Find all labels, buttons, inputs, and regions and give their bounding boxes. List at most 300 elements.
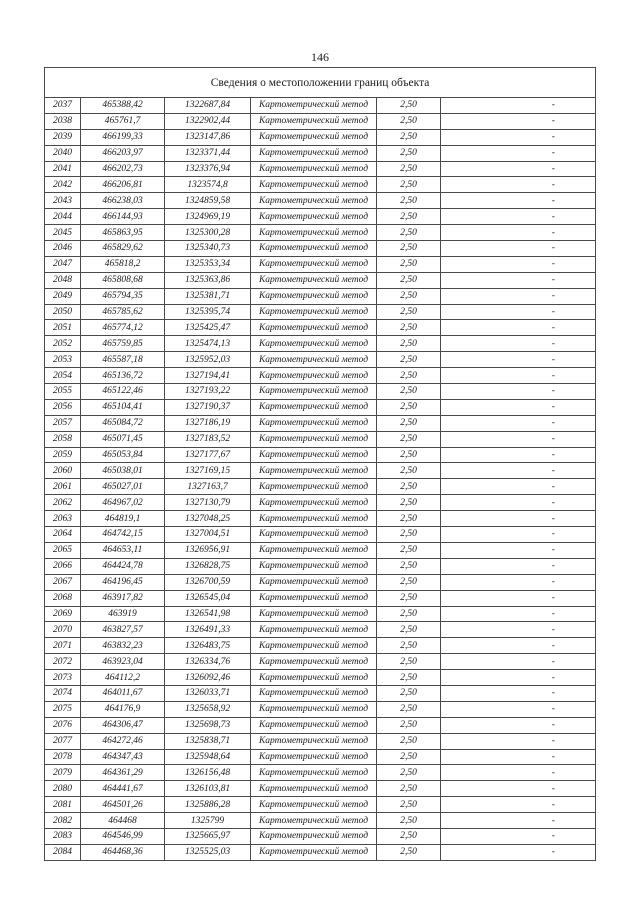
empty-cell [441, 606, 512, 622]
empty-cell [441, 749, 512, 765]
method-cell: Картометрический метод [251, 129, 377, 145]
method-cell: Картометрический метод [251, 622, 377, 638]
method-cell: Картометрический метод [251, 193, 377, 209]
empty-cell [441, 336, 512, 352]
point-number-cell: 2050 [45, 304, 81, 320]
table-row [45, 606, 596, 622]
extra-cell: - [512, 813, 596, 829]
point-number-cell: 2072 [45, 654, 81, 670]
extra-cell: - [512, 336, 596, 352]
coord-x-cell: 465038,01 [81, 463, 165, 479]
empty-cell [441, 415, 512, 431]
coord-x-cell: 465084,72 [81, 415, 165, 431]
point-number-cell: 2069 [45, 606, 81, 622]
table-row [45, 511, 596, 527]
method-cell: Картометрический метод [251, 241, 377, 257]
empty-cell [441, 574, 512, 590]
method-cell: Картометрический метод [251, 463, 377, 479]
point-number-cell: 2044 [45, 209, 81, 225]
empty-cell [441, 145, 512, 161]
coord-y-cell: 1326092,46 [165, 670, 251, 686]
point-number-cell: 2058 [45, 431, 81, 447]
coordinates-table [44, 67, 596, 861]
point-number-cell: 2073 [45, 670, 81, 686]
coord-y-cell: 1325425,47 [165, 320, 251, 336]
table-row [45, 797, 596, 813]
coord-x-cell: 465027,01 [81, 479, 165, 495]
method-cell: Картометрический метод [251, 384, 377, 400]
extra-cell: - [512, 288, 596, 304]
empty-cell [441, 256, 512, 272]
table-row [45, 844, 596, 860]
point-number-cell: 2047 [45, 256, 81, 272]
coord-x-cell: 464967,02 [81, 495, 165, 511]
method-cell: Картометрический метод [251, 447, 377, 463]
point-number-cell: 2057 [45, 415, 81, 431]
accuracy-cell: 2,50 [377, 574, 441, 590]
coord-y-cell: 1327177,67 [165, 447, 251, 463]
extra-cell: - [512, 304, 596, 320]
coord-y-cell: 1325658,92 [165, 701, 251, 717]
extra-cell: - [512, 574, 596, 590]
coord-y-cell: 1325799 [165, 813, 251, 829]
accuracy-cell: 2,50 [377, 320, 441, 336]
table-row [45, 415, 596, 431]
method-cell: Картометрический метод [251, 511, 377, 527]
extra-cell: - [512, 272, 596, 288]
method-cell: Картометрический метод [251, 701, 377, 717]
point-number-cell: 2037 [45, 98, 81, 114]
coord-x-cell: 464468,36 [81, 844, 165, 860]
extra-cell: - [512, 161, 596, 177]
table-row [45, 717, 596, 733]
accuracy-cell: 2,50 [377, 463, 441, 479]
method-cell: Картометрический метод [251, 415, 377, 431]
point-number-cell: 2042 [45, 177, 81, 193]
empty-cell [441, 511, 512, 527]
coord-y-cell: 1327169,15 [165, 463, 251, 479]
empty-cell [441, 113, 512, 129]
extra-cell: - [512, 622, 596, 638]
accuracy-cell: 2,50 [377, 193, 441, 209]
coord-x-cell: 465794,35 [81, 288, 165, 304]
accuracy-cell: 2,50 [377, 495, 441, 511]
point-number-cell: 2062 [45, 495, 81, 511]
coord-x-cell: 464501,26 [81, 797, 165, 813]
table-row [45, 368, 596, 384]
coord-y-cell: 1323371,44 [165, 145, 251, 161]
extra-cell: - [512, 431, 596, 447]
point-number-cell: 2078 [45, 749, 81, 765]
empty-cell [441, 638, 512, 654]
point-number-cell: 2048 [45, 272, 81, 288]
extra-cell: - [512, 193, 596, 209]
method-cell: Картометрический метод [251, 638, 377, 654]
point-number-cell: 2082 [45, 813, 81, 829]
table-row [45, 527, 596, 543]
extra-cell: - [512, 384, 596, 400]
accuracy-cell: 2,50 [377, 288, 441, 304]
coord-y-cell: 1325838,71 [165, 733, 251, 749]
extra-cell: - [512, 225, 596, 241]
point-number-cell: 2052 [45, 336, 81, 352]
method-cell: Картометрический метод [251, 209, 377, 225]
extra-cell: - [512, 670, 596, 686]
coord-y-cell: 1327163,7 [165, 479, 251, 495]
accuracy-cell: 2,50 [377, 685, 441, 701]
empty-cell [441, 479, 512, 495]
extra-cell: - [512, 828, 596, 844]
point-number-cell: 2059 [45, 447, 81, 463]
extra-cell: - [512, 511, 596, 527]
method-cell: Картометрический метод [251, 98, 377, 114]
accuracy-cell: 2,50 [377, 129, 441, 145]
method-cell: Картометрический метод [251, 225, 377, 241]
accuracy-cell: 2,50 [377, 797, 441, 813]
extra-cell: - [512, 399, 596, 415]
empty-cell [441, 272, 512, 288]
table-row [45, 352, 596, 368]
coord-y-cell: 1325340,73 [165, 241, 251, 257]
accuracy-cell: 2,50 [377, 654, 441, 670]
accuracy-cell: 2,50 [377, 384, 441, 400]
extra-cell: - [512, 352, 596, 368]
coord-y-cell: 1327194,41 [165, 368, 251, 384]
point-number-cell: 2054 [45, 368, 81, 384]
extra-cell: - [512, 606, 596, 622]
accuracy-cell: 2,50 [377, 415, 441, 431]
table-row [45, 701, 596, 717]
empty-cell [441, 129, 512, 145]
empty-cell [441, 844, 512, 860]
table-title: Сведения о местоположении границ объекта [45, 68, 596, 98]
coord-y-cell: 1327004,51 [165, 527, 251, 543]
coord-x-cell: 465785,62 [81, 304, 165, 320]
point-number-cell: 2045 [45, 225, 81, 241]
coord-y-cell: 1323147,86 [165, 129, 251, 145]
extra-cell: - [512, 241, 596, 257]
empty-cell [441, 701, 512, 717]
coord-y-cell: 1325525,03 [165, 844, 251, 860]
extra-cell: - [512, 654, 596, 670]
coord-x-cell: 463919 [81, 606, 165, 622]
point-number-cell: 2064 [45, 527, 81, 543]
coord-x-cell: 465388,42 [81, 98, 165, 114]
coord-y-cell: 1327183,52 [165, 431, 251, 447]
coord-y-cell: 1325952,03 [165, 352, 251, 368]
extra-cell: - [512, 717, 596, 733]
coord-x-cell: 464819,1 [81, 511, 165, 527]
method-cell: Картометрический метод [251, 749, 377, 765]
method-cell: Картометрический метод [251, 844, 377, 860]
table-row [45, 304, 596, 320]
accuracy-cell: 2,50 [377, 765, 441, 781]
method-cell: Картометрический метод [251, 797, 377, 813]
table-row [45, 828, 596, 844]
extra-cell: - [512, 177, 596, 193]
empty-cell [441, 717, 512, 733]
extra-cell: - [512, 320, 596, 336]
coord-x-cell: 463827,57 [81, 622, 165, 638]
accuracy-cell: 2,50 [377, 225, 441, 241]
method-cell: Картометрический метод [251, 304, 377, 320]
empty-cell [441, 590, 512, 606]
point-number-cell: 2079 [45, 765, 81, 781]
coord-y-cell: 1326700,59 [165, 574, 251, 590]
coord-y-cell: 1326156,48 [165, 765, 251, 781]
table-row [45, 574, 596, 590]
empty-cell [441, 161, 512, 177]
extra-cell: - [512, 797, 596, 813]
coord-x-cell: 465863,95 [81, 225, 165, 241]
extra-cell: - [512, 145, 596, 161]
empty-cell [441, 542, 512, 558]
accuracy-cell: 2,50 [377, 844, 441, 860]
coord-x-cell: 465808,68 [81, 272, 165, 288]
coord-x-cell: 466199,33 [81, 129, 165, 145]
coord-y-cell: 1327130,79 [165, 495, 251, 511]
coord-y-cell: 1322902,44 [165, 113, 251, 129]
table-row [45, 161, 596, 177]
extra-cell: - [512, 479, 596, 495]
empty-cell [441, 733, 512, 749]
accuracy-cell: 2,50 [377, 749, 441, 765]
empty-cell [441, 304, 512, 320]
method-cell: Картометрический метод [251, 558, 377, 574]
table-row [45, 654, 596, 670]
table-row [45, 256, 596, 272]
extra-cell: - [512, 463, 596, 479]
accuracy-cell: 2,50 [377, 701, 441, 717]
extra-cell: - [512, 129, 596, 145]
point-number-cell: 2080 [45, 781, 81, 797]
table-row [45, 384, 596, 400]
page-number: 146 [311, 50, 329, 64]
empty-cell [441, 781, 512, 797]
point-number-cell: 2049 [45, 288, 81, 304]
accuracy-cell: 2,50 [377, 479, 441, 495]
coord-x-cell: 465587,18 [81, 352, 165, 368]
table-row [45, 542, 596, 558]
method-cell: Картометрический метод [251, 256, 377, 272]
coord-x-cell: 464011,67 [81, 685, 165, 701]
accuracy-cell: 2,50 [377, 511, 441, 527]
accuracy-cell: 2,50 [377, 717, 441, 733]
coord-y-cell: 1325395,74 [165, 304, 251, 320]
table-row [45, 225, 596, 241]
coord-y-cell: 1326483,75 [165, 638, 251, 654]
coord-y-cell: 1326103,81 [165, 781, 251, 797]
coord-x-cell: 465829,62 [81, 241, 165, 257]
coord-x-cell: 464112,2 [81, 670, 165, 686]
table-row [45, 431, 596, 447]
extra-cell: - [512, 495, 596, 511]
coord-y-cell: 1327186,19 [165, 415, 251, 431]
accuracy-cell: 2,50 [377, 527, 441, 543]
method-cell: Картометрический метод [251, 113, 377, 129]
coord-y-cell: 1326491,33 [165, 622, 251, 638]
accuracy-cell: 2,50 [377, 368, 441, 384]
table-row [45, 749, 596, 765]
method-cell: Картометрический метод [251, 828, 377, 844]
coord-y-cell: 1326545,04 [165, 590, 251, 606]
table-row [45, 813, 596, 829]
empty-cell [441, 431, 512, 447]
method-cell: Картометрический метод [251, 145, 377, 161]
point-number-cell: 2075 [45, 701, 81, 717]
extra-cell: - [512, 733, 596, 749]
method-cell: Картометрический метод [251, 288, 377, 304]
coord-y-cell: 1327193,22 [165, 384, 251, 400]
method-cell: Картометрический метод [251, 606, 377, 622]
table-row [45, 209, 596, 225]
empty-cell [441, 463, 512, 479]
accuracy-cell: 2,50 [377, 733, 441, 749]
point-number-cell: 2077 [45, 733, 81, 749]
extra-cell: - [512, 749, 596, 765]
point-number-cell: 2071 [45, 638, 81, 654]
coord-x-cell: 464196,45 [81, 574, 165, 590]
table-row [45, 113, 596, 129]
accuracy-cell: 2,50 [377, 828, 441, 844]
empty-cell [441, 384, 512, 400]
method-cell: Картометрический метод [251, 495, 377, 511]
coord-y-cell: 1325665,97 [165, 828, 251, 844]
empty-cell [441, 399, 512, 415]
point-number-cell: 2070 [45, 622, 81, 638]
coord-y-cell: 1324859,58 [165, 193, 251, 209]
point-number-cell: 2051 [45, 320, 81, 336]
coord-y-cell: 1325381,71 [165, 288, 251, 304]
table-row [45, 145, 596, 161]
point-number-cell: 2038 [45, 113, 81, 129]
method-cell: Картометрический метод [251, 336, 377, 352]
empty-cell [441, 495, 512, 511]
point-number-cell: 2046 [45, 241, 81, 257]
table-row [45, 685, 596, 701]
coord-y-cell: 1323574,8 [165, 177, 251, 193]
point-number-cell: 2065 [45, 542, 81, 558]
table-row [45, 670, 596, 686]
accuracy-cell: 2,50 [377, 638, 441, 654]
accuracy-cell: 2,50 [377, 781, 441, 797]
coord-x-cell: 466238,03 [81, 193, 165, 209]
table-row [45, 272, 596, 288]
method-cell: Картометрический метод [251, 431, 377, 447]
table-title-row [45, 68, 596, 98]
coord-x-cell: 464361,29 [81, 765, 165, 781]
coord-x-cell: 465818,2 [81, 256, 165, 272]
extra-cell: - [512, 209, 596, 225]
table-row [45, 638, 596, 654]
empty-cell [441, 685, 512, 701]
table-row [45, 129, 596, 145]
accuracy-cell: 2,50 [377, 670, 441, 686]
table-row [45, 177, 596, 193]
coord-y-cell: 1325886,28 [165, 797, 251, 813]
extra-cell: - [512, 113, 596, 129]
extra-cell: - [512, 558, 596, 574]
coord-y-cell: 1326956,91 [165, 542, 251, 558]
extra-cell: - [512, 701, 596, 717]
table-row [45, 463, 596, 479]
point-number-cell: 2061 [45, 479, 81, 495]
point-number-cell: 2066 [45, 558, 81, 574]
point-number-cell: 2074 [45, 685, 81, 701]
table-row [45, 558, 596, 574]
point-number-cell: 2040 [45, 145, 81, 161]
method-cell: Картометрический метод [251, 320, 377, 336]
table-row [45, 447, 596, 463]
coord-y-cell: 1326033,71 [165, 685, 251, 701]
method-cell: Картометрический метод [251, 717, 377, 733]
coord-x-cell: 464176,9 [81, 701, 165, 717]
point-number-cell: 2084 [45, 844, 81, 860]
coord-x-cell: 466206,81 [81, 177, 165, 193]
accuracy-cell: 2,50 [377, 399, 441, 415]
accuracy-cell: 2,50 [377, 145, 441, 161]
extra-cell: - [512, 685, 596, 701]
coord-y-cell: 1325300,28 [165, 225, 251, 241]
table-row [45, 98, 596, 114]
empty-cell [441, 654, 512, 670]
method-cell: Картометрический метод [251, 765, 377, 781]
point-number-cell: 2063 [45, 511, 81, 527]
coord-x-cell: 464742,15 [81, 527, 165, 543]
method-cell: Картометрический метод [251, 352, 377, 368]
coord-x-cell: 465761,7 [81, 113, 165, 129]
coord-y-cell: 1327190,37 [165, 399, 251, 415]
coord-y-cell: 1322687,84 [165, 98, 251, 114]
method-cell: Картометрический метод [251, 590, 377, 606]
method-cell: Картометрический метод [251, 479, 377, 495]
empty-cell [441, 797, 512, 813]
table-row [45, 241, 596, 257]
accuracy-cell: 2,50 [377, 352, 441, 368]
coord-y-cell: 1325474,13 [165, 336, 251, 352]
accuracy-cell: 2,50 [377, 590, 441, 606]
point-number-cell: 2081 [45, 797, 81, 813]
accuracy-cell: 2,50 [377, 241, 441, 257]
method-cell: Картометрический метод [251, 399, 377, 415]
coord-x-cell: 463917,82 [81, 590, 165, 606]
table-row [45, 765, 596, 781]
empty-cell [441, 288, 512, 304]
coord-x-cell: 463923,04 [81, 654, 165, 670]
coord-y-cell: 1326828,75 [165, 558, 251, 574]
coord-x-cell: 464272,46 [81, 733, 165, 749]
method-cell: Картометрический метод [251, 368, 377, 384]
extra-cell: - [512, 590, 596, 606]
table-row [45, 193, 596, 209]
coord-x-cell: 465759,85 [81, 336, 165, 352]
table-row [45, 336, 596, 352]
point-number-cell: 2053 [45, 352, 81, 368]
method-cell: Картометрический метод [251, 527, 377, 543]
accuracy-cell: 2,50 [377, 622, 441, 638]
coord-x-cell: 464424,78 [81, 558, 165, 574]
coord-y-cell: 1324969,19 [165, 209, 251, 225]
coord-x-cell: 465136,72 [81, 368, 165, 384]
method-cell: Картометрический метод [251, 813, 377, 829]
table-row [45, 320, 596, 336]
accuracy-cell: 2,50 [377, 336, 441, 352]
coord-x-cell: 465053,84 [81, 447, 165, 463]
coord-x-cell: 464441,67 [81, 781, 165, 797]
coord-y-cell: 1325948,64 [165, 749, 251, 765]
coord-x-cell: 464306,47 [81, 717, 165, 733]
coord-y-cell: 1326541,98 [165, 606, 251, 622]
